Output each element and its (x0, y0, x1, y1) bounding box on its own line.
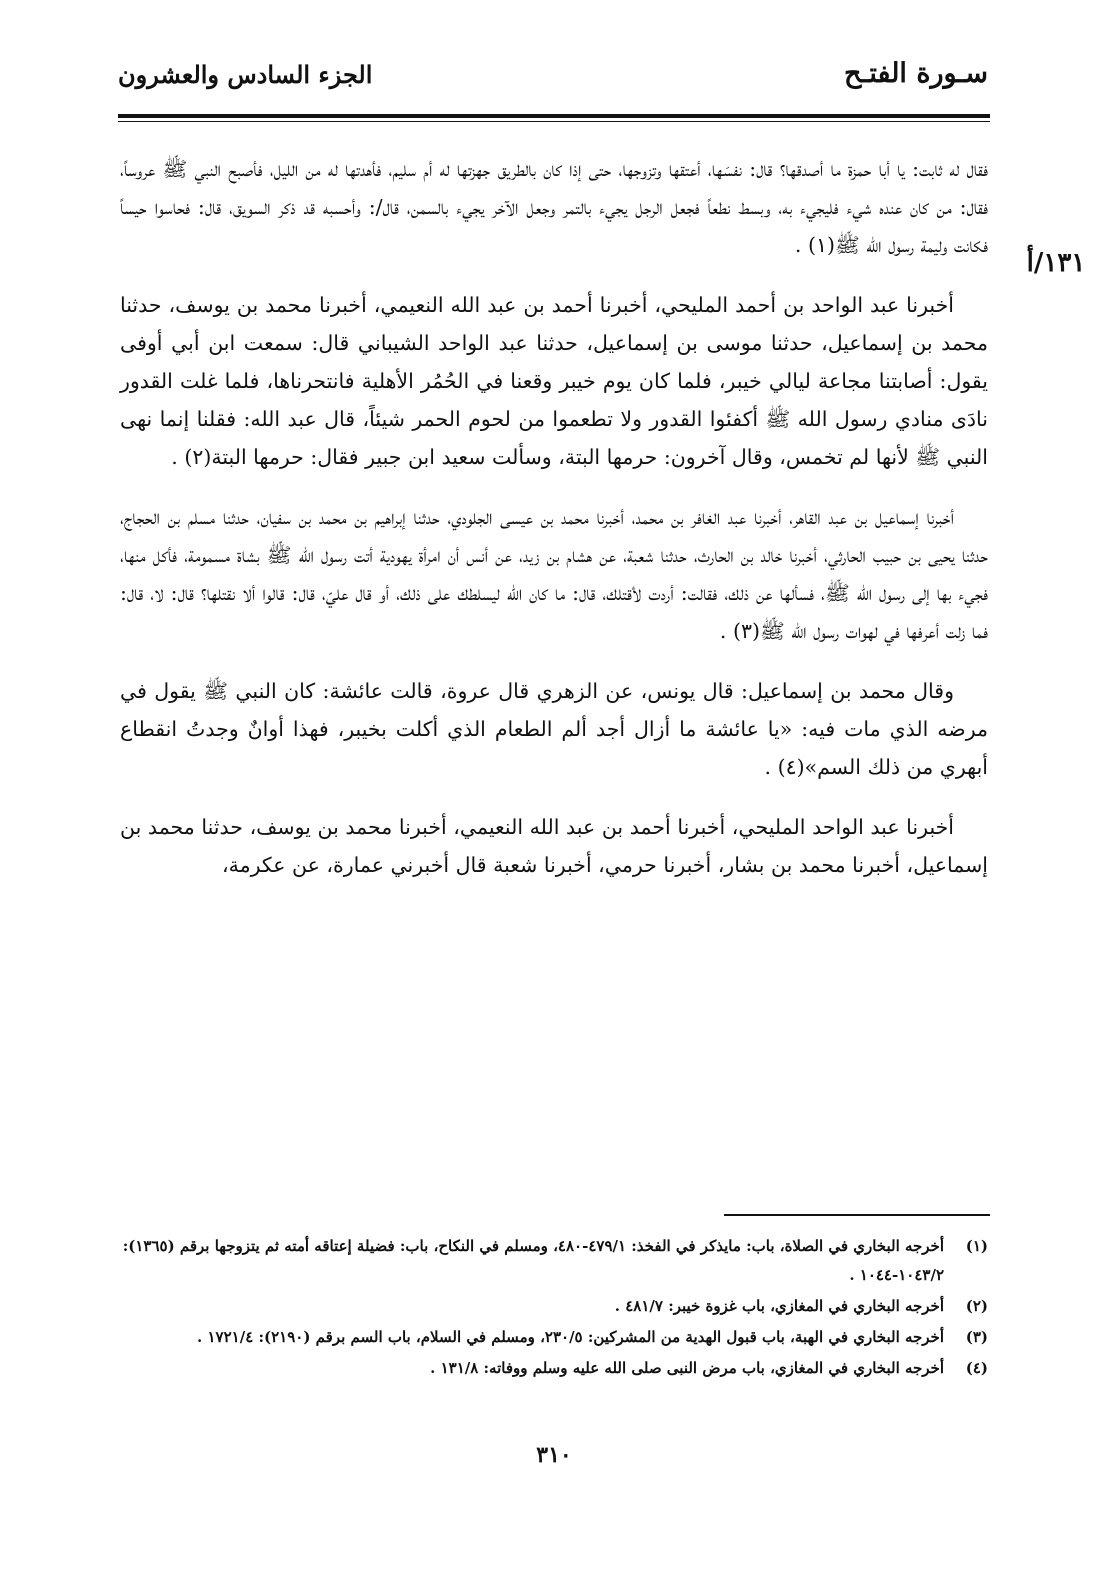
surah-title: سـورة الفتـح (844, 58, 988, 89)
paragraph-1: فقال له ثابت: يا أبا حمزة ما أصدقها؟ قال: نفسَها، أعتقها وتزوجها، حتى إذا كان بالطريق جهزتها له أم سليم، فأهدتها له من الليل، فأصبح النبي ﷺ عروساً، فقال: من كان عنده شيء فليجيء به، وبسط نطعاً فجعل الرجل يجيء بالتمر وجعل الآخر يجيء بالسمن، قال/: وأحسبه قد ذكر السويق، قال: فحاسوا حيساً فكانت وليمة رسول الله ﷺ(١) . (120, 157, 988, 257)
paragraph-4: وقال محمد بن إسماعيل: قال يونس، عن الزهري قال عروة، قالت عائشة: كان النبي ﷺ يقول في مرضه الذي مات فيه: «يا عائشة ما أزال أجد ألم الطعام الذي أكلت بخيبر، فهذا أوانٌ وجدتُ انقطاع أبهري من ذلك السم»(٤) . (120, 679, 988, 779)
footnote-text: أخرجه البخاري في الصلاة، باب: مايذكر في الفخذ: ٤٧٩/١-٤٨٠، ومسلم في النكاح، باب: فضيلة إعتاقه أمته ثم يتزوجها برقم (١٣٦٥): ١٠٤٣/٢-١٠٤٤ . (122, 1237, 944, 1284)
footnote-text: أخرجه البخاري في المغازي، باب غزوة خيبر: ٤٨١/٧ . (614, 1297, 944, 1315)
footnote-number: (٣) (965, 1328, 988, 1346)
footnote-item (120, 1354, 988, 1383)
manuscript-folio-note: ١٣١/أ (1026, 248, 1086, 278)
paragraph-3: أخبرنا إسماعيل بن عبد القاهر، أخبرنا عبد الغافر بن محمد، أخبرنا محمد بن عيسى الجلودي، حدثنا إبراهيم بن محمد بن سفيان، حدثنا مسلم بن الحجاج، حدثنا يحيى بن حبيب الحارثي، أخبرنا خالد بن الحارث، حدثنا شعبة، عن هشام بن زيد، عن أنس أن امرأة يهودية أتت رسول الله ﷺ بشاة مسمومة، فأكل منها، فجيء بها إلى رسول الله ﷺ، فسألها عن ذلك، فقالت: أردت لأقتلك، قال: ما كان الله ليسلطك على ذلك، أو قال عليّ، قال: قالوا ألا نقتلها؟ قال: لا، قال: فما زلت أعرفها في لهوات رسول الله ﷺ(٣) . (120, 505, 988, 643)
footnote-item (120, 1292, 988, 1321)
running-header (118, 58, 988, 98)
footnote-number: (٢) (965, 1297, 988, 1315)
main-text (120, 150, 988, 906)
footnote-text: أخرجه البخاري في المغازي، باب مرض النبى صلى الله عليه وسلم ووفاته: ١٣١/٨ . (430, 1359, 944, 1377)
header-rule-thin (118, 121, 990, 122)
page-number: ٣١٠ (536, 1442, 572, 1468)
footnote-number: (١) (965, 1237, 988, 1255)
paragraph-2: أخبرنا عبد الواحد بن أحمد المليحي، أخبرنا أحمد بن عبد الله النعيمي، أخبرنا محمد بن يوسف، حدثنا محمد بن إسماعيل، حدثنا موسى بن إسماعيل، حدثنا عبد الواحد الشيباني قال: سمعت ابن أبي أوفى يقول: أصابتنا مجاعة ليالي خيبر، فلما كان يوم خيبر وقعنا في الحُمُر الأهلية فانتحرناها، فلما غلت القدور نادَى منادي رسول الله ﷺ أكفئوا القدور ولا تطعموا من لحوم الحمر شيئاً، قال عبد الله: فقلنا إنما نهى النبي ﷺ لأنها لم تخمس، وقال آخرون: حرمها البتة، وسألت سعيد ابن جبير فقال: حرمها البتة(٢) . (120, 293, 988, 469)
header-rule-thick (118, 114, 990, 118)
footnote-item (120, 1232, 988, 1290)
footnote-separator (724, 1214, 990, 1216)
footnote-item (120, 1323, 988, 1352)
paragraph-5: أخبرنا عبد الواحد المليحي، أخبرنا أحمد بن عبد الله النعيمي، أخبرنا محمد بن يوسف، حدثنا محمد بن إسماعيل، أخبرنا محمد بن بشار، أخبرنا حرمي، أخبرنا شعبة قال أخبرني عمارة، عن عكرمة، (120, 815, 988, 877)
footnote-text: أخرجه البخاري في الهبة، باب قبول الهدية من المشركين: ٢٣٠/٥، ومسلم في السلام، باب السم برقم (٢١٩٠): ١٧٢١/٤ . (197, 1328, 944, 1346)
footnotes (120, 1232, 988, 1385)
footnote-number: (٤) (965, 1359, 988, 1377)
juz-title: الجزء السادس والعشرون (118, 60, 373, 89)
